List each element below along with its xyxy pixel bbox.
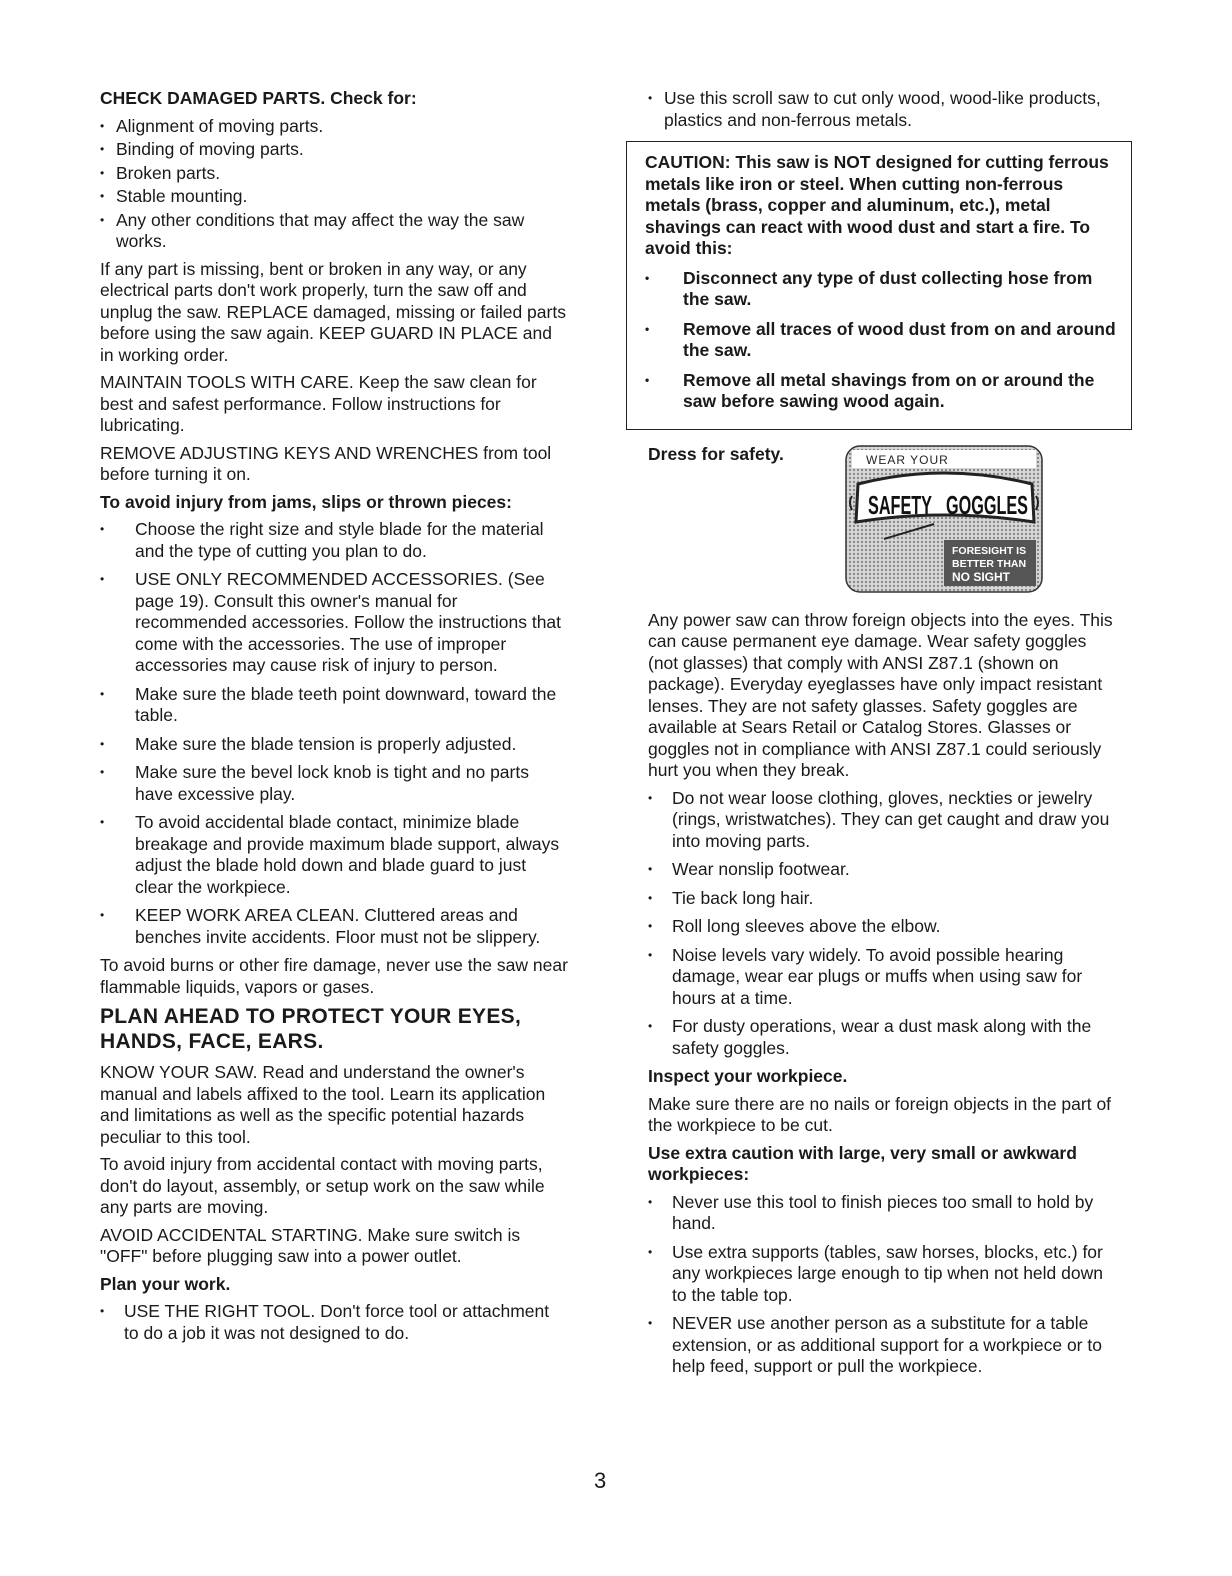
list-item: • Remove all traces of wood dust from on and around the saw. <box>645 319 1117 362</box>
list-item: • Stable mounting. <box>100 186 568 208</box>
dress-for-safety-row <box>648 444 1118 594</box>
list-item: • Make sure the bevel lock knob is tight and no parts have excessive play. <box>100 762 568 805</box>
inspect-paragraph: Make sure there are no nails or foreign objects in the part of the workpiece to be cut. <box>648 1093 1112 1135</box>
extra-caution-list <box>648 1192 1118 1378</box>
inspect-heading: Inspect your workpiece. <box>648 1066 848 1086</box>
wear-your-text: WEAR YOUR <box>866 452 949 467</box>
injury-heading: To avoid injury from jams, slips or thrown pieces: <box>100 491 512 512</box>
accidental-contact-paragraph: To avoid injury from accidental contact with moving parts, don't do layout, assembly, or setup work on the saw while any parts are moving. <box>100 1154 545 1217</box>
list-item: • Any other conditions that may affect the way the saw works. <box>100 210 568 253</box>
maintain-tools-paragraph: MAINTAIN TOOLS WITH CARE. Keep the saw clean for best and safest performance. Follow instructions for lubricating. <box>100 372 537 435</box>
goggles-text: GOGGLES <box>946 489 1028 520</box>
list-item: • Remove all metal shavings from on or around the saw before sawing wood again. <box>645 370 1117 413</box>
use-list <box>648 88 1118 131</box>
slogan-line-1: FORESIGHT IS <box>952 544 1027 557</box>
dress-list <box>648 788 1118 1060</box>
slogan-line-3: NO SIGHT <box>952 569 1011 584</box>
check-damaged-heading: CHECK DAMAGED PARTS. Check for: <box>100 88 417 108</box>
caution-list <box>645 268 1117 413</box>
list-item: • Broken parts. <box>100 163 568 185</box>
list-item: • Noise levels vary widely. To avoid possible hearing damage, wear ear plugs or muffs when using saw for hours at a time. <box>648 945 1118 1010</box>
safety-text: SAFETY <box>868 489 932 520</box>
list-item: • Wear nonslip footwear. <box>648 859 1118 881</box>
list-item: • NEVER use another person as a substitute for a table extension, or as additional support for a workpiece or to help feed, support or pull the workpiece. <box>648 1313 1118 1378</box>
plan-work-heading: Plan your work. <box>100 1273 231 1294</box>
left-column <box>100 88 568 1350</box>
list-item: • Roll long sleeves above the elbow. <box>648 916 1118 938</box>
burns-paragraph: To avoid burns or other fire damage, never use the saw near flammable liquids, vapors or gases. <box>100 955 568 997</box>
caution-box <box>626 141 1132 430</box>
safety-goggles-illustration <box>844 444 1044 594</box>
list-item: • Use this scroll saw to cut only wood, wood-like products, plastics and non-ferrous metals. <box>648 88 1118 131</box>
list-item: • Disconnect any type of dust collecting hose from the saw. <box>645 268 1117 311</box>
list-item: • Binding of moving parts. <box>100 139 568 161</box>
slogan-line-2: BETTER THAN <box>952 557 1027 570</box>
list-item: • For dusty operations, wear a dust mask along with the safety goggles. <box>648 1016 1118 1059</box>
list-item: • KEEP WORK AREA CLEAN. Cluttered areas and benches invite accidents. Floor must not be slippery. <box>100 905 568 948</box>
list-item: • Never use this tool to finish pieces too small to hold by hand. <box>648 1192 1118 1235</box>
know-your-saw-paragraph: KNOW YOUR SAW. Read and understand the owner's manual and labels affixed to the tool. Learn its application and limitations as well as the specific potential hazards peculiar to this tool. <box>100 1062 546 1147</box>
accidental-starting-paragraph: AVOID ACCIDENTAL STARTING. Make sure switch is "OFF" before plugging saw into a power outlet. <box>100 1224 521 1266</box>
list-item: • Tie back long hair. <box>648 888 1118 910</box>
list-item: • Use extra supports (tables, saw horses, blocks, etc.) for any workpieces large enough to tip when not held down to the table top. <box>648 1242 1118 1307</box>
page-number: 3 <box>594 1468 607 1493</box>
check-list <box>100 116 568 253</box>
list-item: • Make sure the blade teeth point downward, toward the table. <box>100 684 568 727</box>
list-item: • USE ONLY RECOMMENDED ACCESSORIES. (See page 19). Consult this owner's manual for recommended accessories. Follow the instructions that come with the accessories. The use of improper accessories may cause risk of injury to person. <box>100 569 568 677</box>
extra-caution-heading: Use extra caution with large, very small or awkward workpieces: <box>648 1142 1077 1184</box>
plan-work-list <box>100 1301 568 1344</box>
plan-ahead-heading: PLAN AHEAD TO PROTECT YOUR EYES, HANDS, FACE, EARS. <box>100 1005 522 1053</box>
missing-parts-paragraph: If any part is missing, bent or broken in any way, or any electrical parts don't work properly, turn the saw off and unplug the saw. REPLACE damaged, missing or failed parts before using the saw again. KEEP GUARD IN PLACE and in working order. <box>100 258 566 365</box>
injury-list <box>100 519 568 948</box>
eye-damage-paragraph: Any power saw can throw foreign objects into the eyes. This can cause permanent eye damage. Wear safety goggles (not glasses) that comply with ANSI Z87.1 (shown on package). Everyday eyeglasses have only impact resistant lenses. They are not safety glasses. Safety goggles are available at Sears Retail or Catalog Stores. Glasses or goggles not in compliance with ANSI Z87.1 could seriously hurt you when they break. <box>648 609 1113 780</box>
list-item: • To avoid accidental blade contact, minimize blade breakage and provide maximum blade support, always adjust the blade hold down and blade guard to just clear the workpiece. <box>100 812 568 898</box>
right-column <box>645 88 1118 1385</box>
dress-for-safety-heading: Dress for safety. <box>648 443 784 464</box>
list-item: • Choose the right size and style blade for the material and the type of cutting you plan to do. <box>100 519 568 562</box>
list-item: • Make sure the blade tension is properly adjusted. <box>100 734 568 756</box>
list-item: • Alignment of moving parts. <box>100 116 568 138</box>
list-item: • USE THE RIGHT TOOL. Don't force tool or attachment to do a job it was not designed to do. <box>100 1301 568 1344</box>
list-item: • Do not wear loose clothing, gloves, neckties or jewelry (rings, wristwatches). They can get caught and draw you into moving parts. <box>648 788 1118 853</box>
remove-keys-paragraph: REMOVE ADJUSTING KEYS AND WRENCHES from tool before turning it on. <box>100 442 552 484</box>
caution-text: CAUTION: This saw is NOT designed for cutting ferrous metals like iron or steel. When cutting non-ferrous metals (brass, copper and aluminum, etc.), metal shavings can react with wood dust and start a fire. To avoid this: <box>645 152 1109 258</box>
